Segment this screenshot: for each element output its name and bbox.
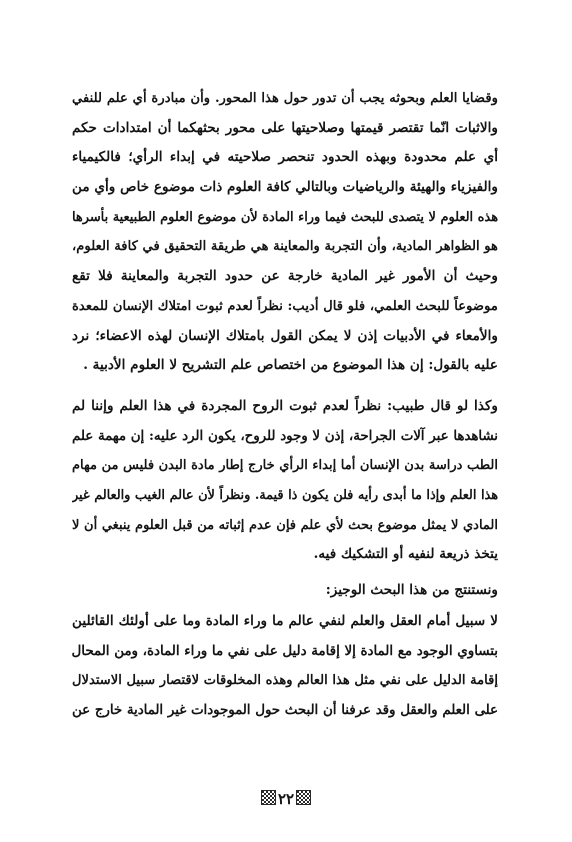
page-number: ٢٢ bbox=[277, 790, 295, 808]
text-line: وكذا لو قال طبيب: نظراً لعدم ثبوت الروح المجردة في هذا العلم وإننا لم bbox=[72, 398, 498, 414]
text-line: بتساوي الوجود مع المادة إلا إقامة دليل على نفي ما وراء المادة، ومن المحال bbox=[72, 642, 498, 659]
paragraph-2 bbox=[72, 392, 498, 570]
text-line: موضوعاً للبحث العلمي، فلو قال أديب: نظراً لعدم ثبوت امتلاك الإنسان للمعدة bbox=[72, 298, 498, 314]
text-line: هو الظواهر المادية، وأن التجربة والمعاينة هي طريقة التحقيق في كافة العلوم، bbox=[72, 239, 498, 255]
text-line: أي علم محدودة وبهذه الحدود تنحصر صلاحيته في إبداء الرأي؛ فالكيمياء bbox=[72, 149, 498, 166]
text-line: لا سبيل أمام العقل والعلم لنفي عالم ما وراء المادة وما على أولئك القائلين bbox=[72, 613, 498, 629]
paragraph-1 bbox=[72, 84, 498, 381]
text-line: الطب دراسة بدن الإنسان أما إبداء الرأي خارج إطار مادة البدن فليس من مهام bbox=[72, 458, 498, 474]
paragraph-3 bbox=[72, 576, 498, 606]
text-line: المادي لا يمثل موضوع بحث لأي علم فإن عدم إثباته من قبل العلوم ينبغي أن لا bbox=[72, 517, 498, 533]
page-footer bbox=[0, 790, 572, 808]
text-line: عليه بالقول: إن هذا الموضوع من اختصاص علم التشريح لا العلوم الأدبية . bbox=[83, 357, 498, 374]
checkered-ornament-icon bbox=[261, 790, 276, 805]
text-line: يتخذ ذريعة لنفيه أو التشكيك فيه. bbox=[313, 546, 498, 563]
checkered-ornament-icon bbox=[296, 790, 311, 805]
text-line: والاثبات انّما تقتصر قيمتها وصلاحيتها على محور بحثهكما أن امتدادات حكم bbox=[72, 119, 498, 136]
text-line: وحيث أن الأمور غير المادية خارجة عن حدود التجربة والمعاينة فلا تقع bbox=[72, 268, 498, 285]
text-line: إقامة الدليل على نفي مثل هذا العالم وهذه المخلوقات لاقتصار سبيل الاستدلال bbox=[72, 673, 498, 689]
paragraph-4 bbox=[72, 607, 498, 726]
text-line: على العلم والعقل وقد عرفنا أن البحث حول الموجودات غير المادية خارج عن bbox=[72, 703, 498, 719]
text-line: ونستنتج من هذا البحث الوجيز: bbox=[325, 582, 498, 598]
text-line: هذا العلم وإذا ما أبدى رأيه فلن يكون ذا قيمة. ونظراً لأن عالم الغيب والعالم غير bbox=[72, 488, 498, 504]
text-line: هذه العلوم لا يتصدى للبحث فيما وراء المادة لأن موضوع العلوم الطبيعية بأسرها bbox=[72, 209, 498, 225]
text-line: وقضايا العلم وبحوثه يجب أن تدور حول هذا المحور. وأن مبادرة أي علم للنفي bbox=[72, 91, 498, 106]
text-line: والفيزياء والهيئة والرياضيات وبالتالي كافة العلوم ذات موضوع خاص وأي من bbox=[72, 179, 498, 196]
text-line: والأمعاء في الأدبيات إذن لا يمكن القول بامتلاك الإنسان لهذه الاعضاء؛ نرد bbox=[72, 327, 498, 344]
text-line: نشاهدها عبر آلات الجراحة، إذن لا وجود للروح، يكون الرد عليه: إن مهمة علم bbox=[72, 428, 498, 444]
